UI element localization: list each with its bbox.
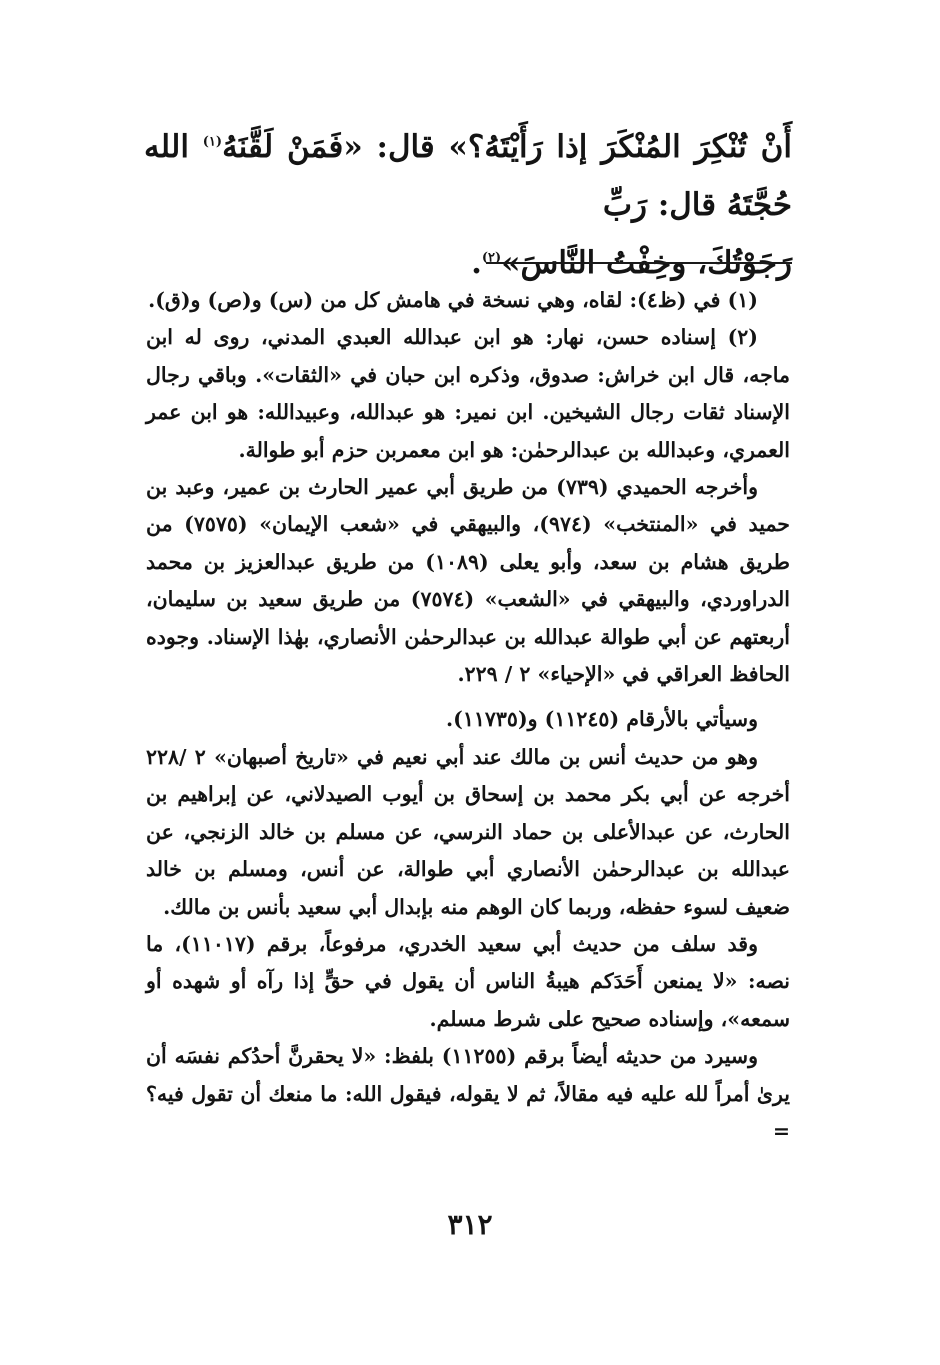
main-text-line-1: أَنْ تُنْكِرَ المُنْكَرَ إذا رَأَيْتَهُ؟» قال: «فَمَنْ لَقَّنَهُ$^{(١)}$ الله حُجَّتَهُ قال: رَبِّ xyxy=(144,129,792,223)
footnote-marker-2: (٢) xyxy=(481,250,502,266)
main-text-line-2: رَجَوْتُكَ، وخِفْتُ النَّاسَ»$^{(٢)}$. xyxy=(471,245,792,281)
footnote-2: (٢) إسناده حسن، نهار: هو ابن عبدالله العبدي المدني، روى له ابن ماجه، قال ابن خراش: صدوق، وذكره ابن حبان في «الثقات». وباقي رجال الإسناد ثقات رجال الشيخين. ابن نمير: هو عبدالله، وعبيدالله: هو ابن عمر العمري، وعبدالله بن عبدالرحمٰن: هو ابن معمربن حزم أبو طوالة. xyxy=(146,325,790,462)
footnote-paragraph: وهو من حديث أنس بن مالك عند أبي نعيم في «تاريخ أصبهان» ٢ /٢٢٨ أخرجه عن أبي بكر محمد بن إسحاق بن أيوب الصيدلاني، عن إبراهيم بن الحارث، عن عبدالأعلى بن حماد النرسي، عن مسلم بن خالد الزنجي، عن عبدالله بن عبدالرحمٰن الأنصاري أبي طوالة، عن أنس، ومسلم بن خالد ضعيف لسوء حفظه، وربما كان الوهم منه بإبدال أبي سعيد بأنس بن مالك. xyxy=(146,744,791,919)
footnote-paragraph: وقد سلف من حديث أبي سعيد الخدري، مرفوعاً، برقم (١١٠١٧)، ما نصه: «لا يمنعن أَحَدَكم هيبةُ الناس أن يقول في حقٍّ إذا رآه أو شهده أو سمعه»، وإسناده صحيح على شرط مسلم. xyxy=(146,931,790,1031)
footnote-1: (١) في (ظ٤): لقاه، وهي نسخة في هامش كل من (س) و(ص) و(ق). xyxy=(148,288,758,312)
footnote-paragraph: وسيرد من حديثه أيضاً برقم (١١٢٥٥) بلفظ: «لا يحقرنَّ أحدُكم نفسَه أن يرىٰ أمراً لله عليه فيه مقالاً، ثم لا يقوله، فيقول الله: ما منعك أن تقول فيه؟ = xyxy=(146,1044,790,1143)
footnote-paragraph: وأخرجه الحميدي (٧٣٩) من طريق أبي عمير الحارث بن عمير، وعبد بن حميد في «المنتخب» (٩٧٤)، والبيهقي في «شعب الإيمان» (٧٥٧٥) من طريق هشام بن سعد، وأبو يعلى (١٠٨٩) من طريق عبدالعزيز بن محمد الدراوردي، والبيهقي في «الشعب» (٧٥٧٤) من طريق سعيد بن سليمان، أربعتهم عن أبي طوالة عبدالله بن عبدالرحمٰن الأنصاري، بهٰذا الإسناد. وجوده الحافظ العراقي في «الإحياء» ٢ / ٢٢٩. xyxy=(146,475,790,687)
footnotes xyxy=(146,282,790,1150)
footnote-divider xyxy=(486,262,792,264)
page-number: ٣١٢ xyxy=(447,1208,493,1241)
footnote-marker-1: (١) xyxy=(202,134,223,150)
main-text xyxy=(144,118,792,292)
footnote-paragraph: وسيأتي بالأرقام (١١٢٤٥) و(١١٧٣٥). xyxy=(446,707,758,732)
